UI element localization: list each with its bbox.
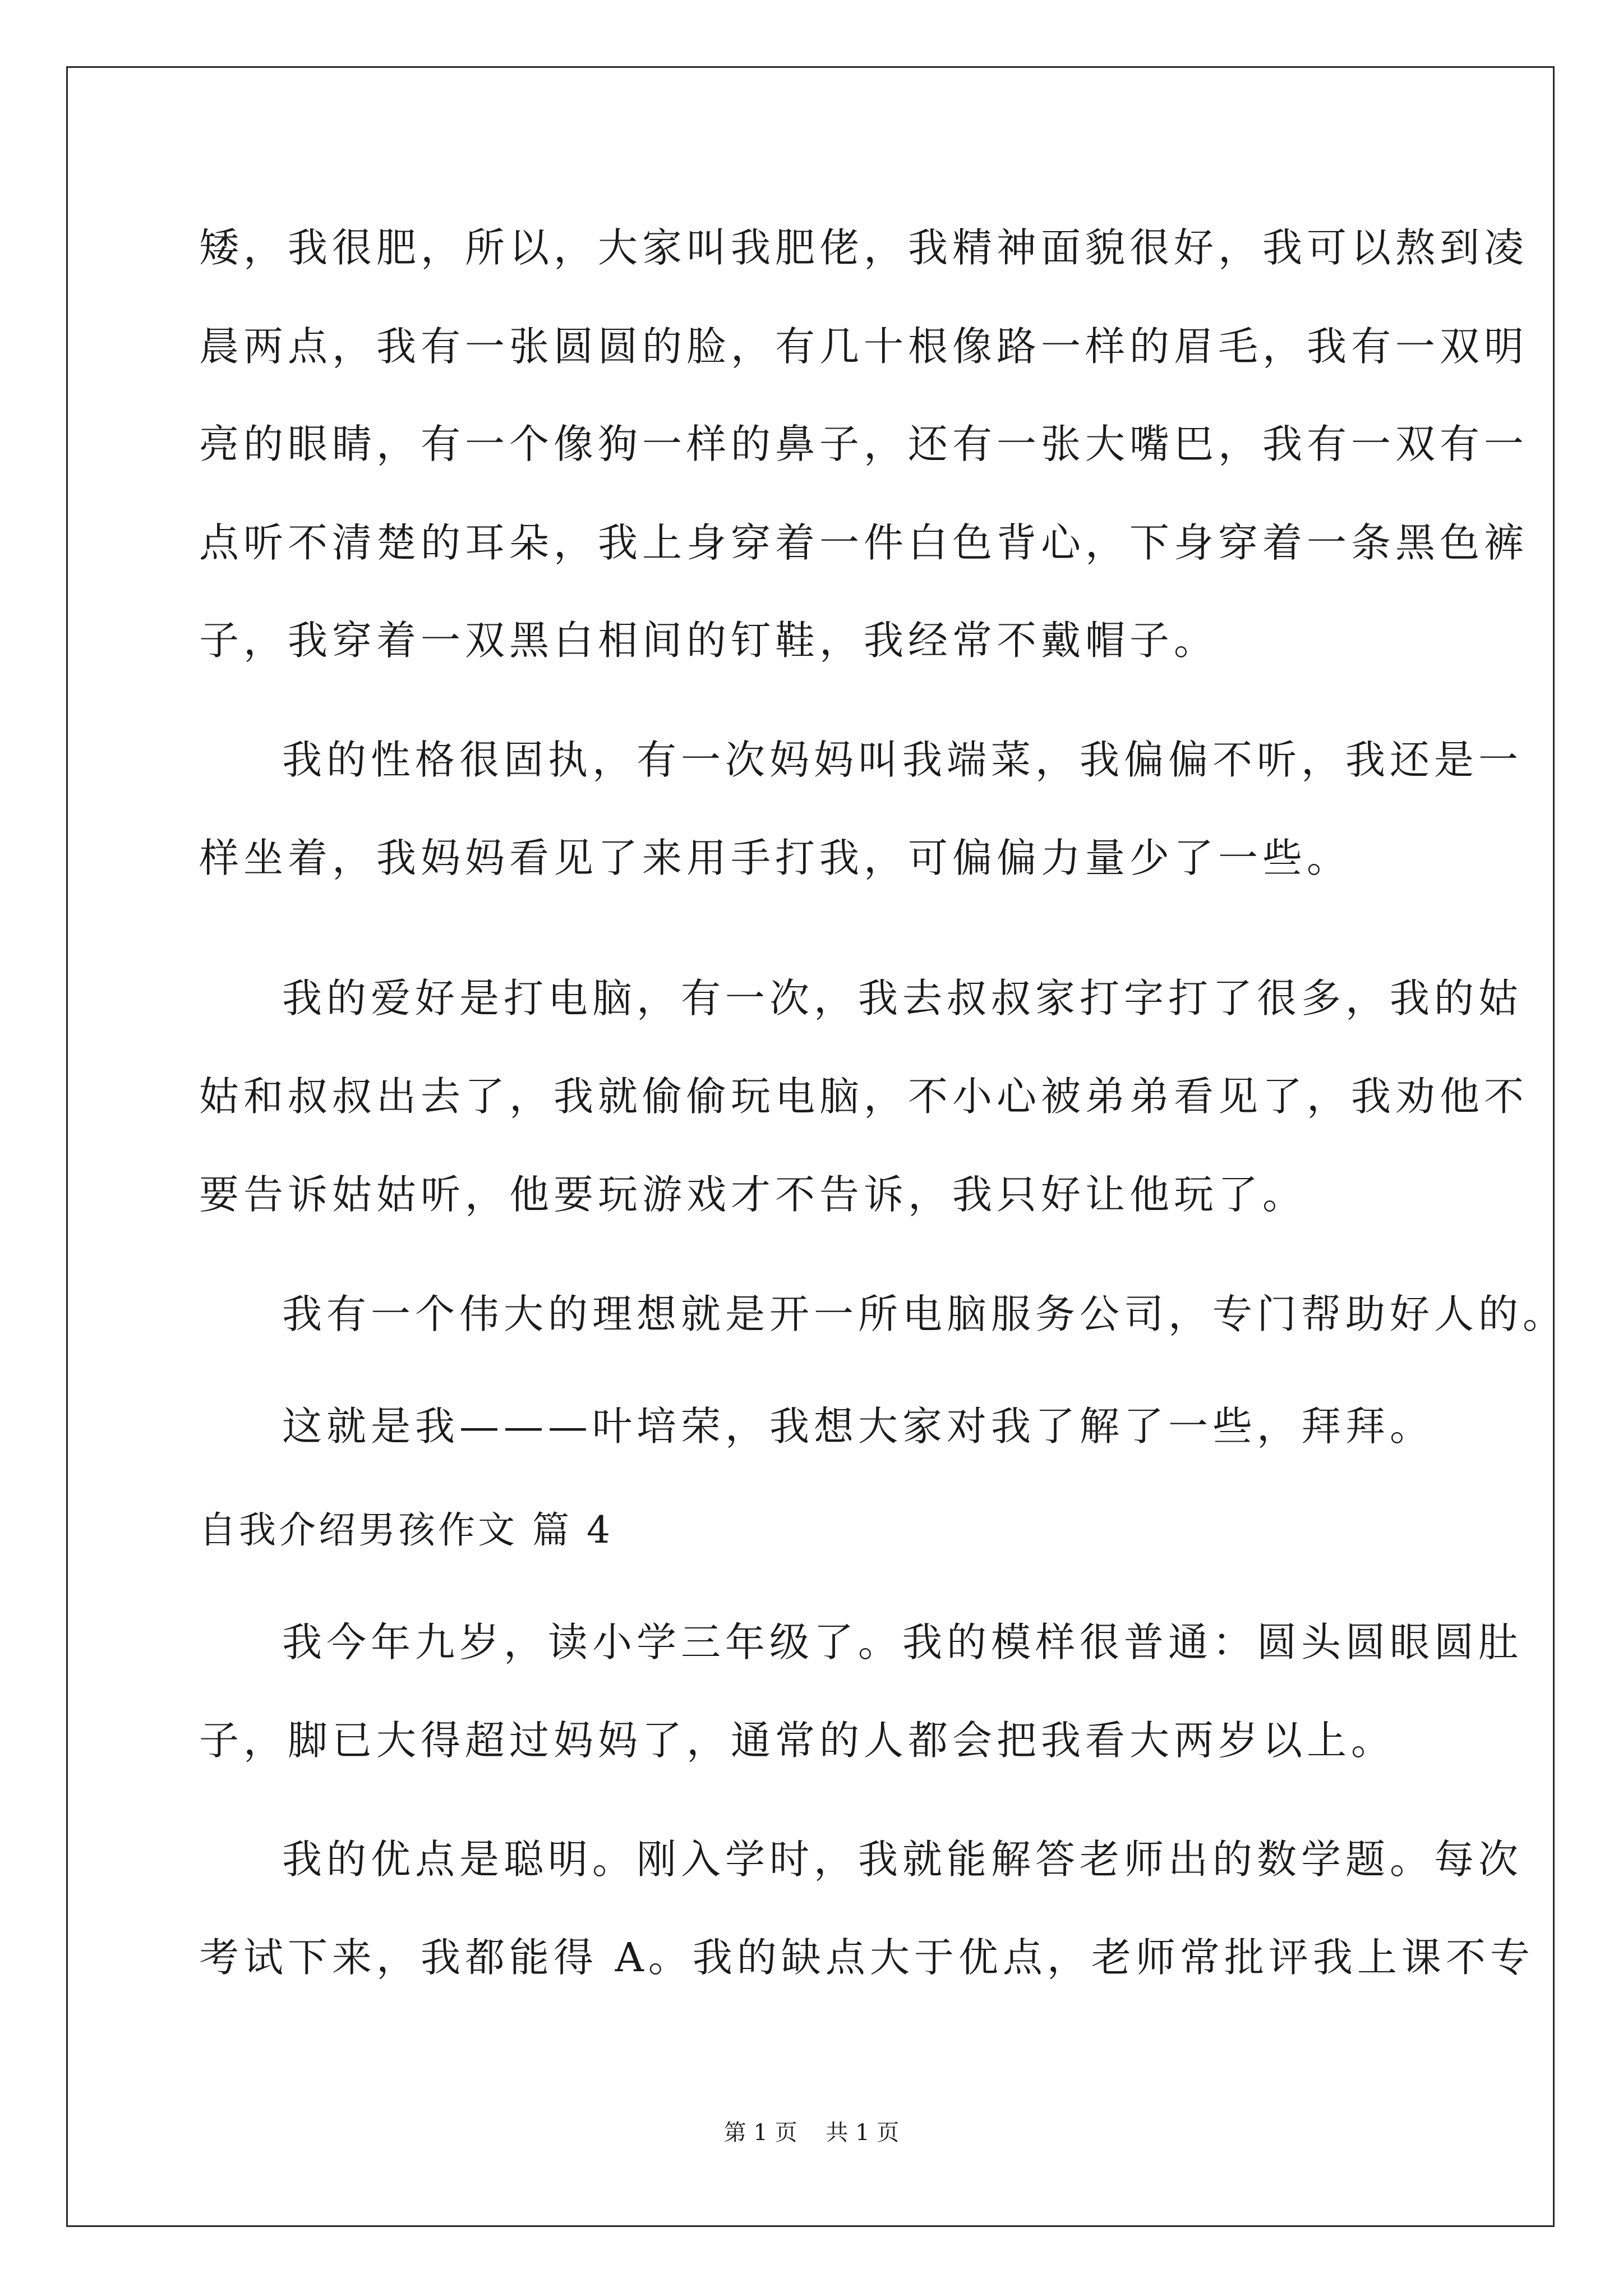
paragraph-line: 我的爱好是打电脑，有一次，我去叔叔家打字打了很多，我的姑 — [282, 975, 1523, 1022]
paragraph-line: 要告诉姑姑听，他要玩游戏才不告诉，我只好让他玩了。 — [199, 1171, 1307, 1218]
paragraph-line: 姑和叔叔出去了，我就偷偷玩电脑，不小心被弟弟看见了，我劝他不 — [199, 1073, 1529, 1120]
paragraph-line: 子，我穿着一双黑白相间的钉鞋，我经常不戴帽子。 — [199, 617, 1219, 664]
paragraph-line: 矮，我很肥，所以，大家叫我肥佬，我精神面貌很好，我可以熬到凌 — [199, 224, 1529, 271]
section-heading: 自我介绍男孩作文 篇 4 — [199, 1508, 613, 1552]
paragraph-line: 样坐着，我妈妈看见了来用手打我，可偏偏力量少了一些。 — [199, 835, 1352, 881]
paragraph-line: 子，脚已大得超过妈妈了，通常的人都会把我看大两岁以上。 — [199, 1717, 1396, 1764]
paragraph-line: 晨两点，我有一张圆圆的脸，有几十根像路一样的眉毛，我有一双明 — [199, 323, 1529, 370]
paragraph-line: 这就是我———叶培荣，我想大家对我了解了一些，拜拜。 — [282, 1403, 1435, 1450]
paragraph-line: 我的性格很固执，有一次妈妈叫我端菜，我偏偏不听，我还是一 — [282, 737, 1523, 783]
paragraph-line: 我有一个伟大的理想就是开一所电脑服务公司，专门帮助好人的。 — [282, 1291, 1567, 1337]
page-border — [66, 66, 1555, 2227]
paragraph-line: 我今年九岁，读小学三年级了。我的模样很普通：圆头圆眼圆肚 — [282, 1619, 1523, 1665]
paragraph-line: 亮的眼睛，有一个像狗一样的鼻子，还有一张大嘴巴，我有一双有一 — [199, 421, 1529, 467]
paragraph-line: 我的优点是聪明。刚入学时，我就能解答老师出的数学题。每次 — [282, 1836, 1523, 1883]
paragraph-line: 考试下来，我都能得 A。我的缺点大于优点，老师常批评我上课不专 — [199, 1934, 1534, 1981]
paragraph-line: 点听不清楚的耳朵，我上身穿着一件白色背心，下身穿着一条黑色裤 — [199, 519, 1529, 566]
page-footer: 第 1 页 共 1 页 — [723, 2120, 900, 2146]
